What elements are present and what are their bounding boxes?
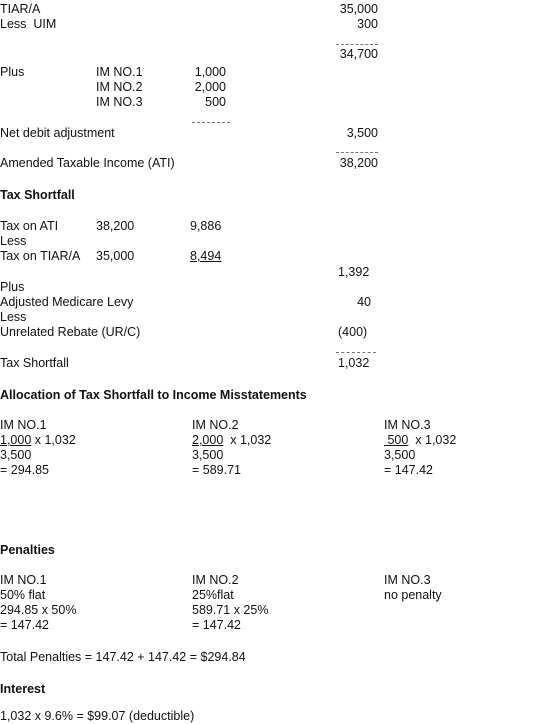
- allocation-formula: [0, 433, 76, 447]
- tiara-value: 35,000: [339, 2, 378, 16]
- ati-value: 38,200: [339, 156, 378, 170]
- allocation-result: = 294.85: [0, 463, 50, 477]
- less-label: Less: [0, 310, 27, 324]
- penalty-title: IM NO.1: [0, 573, 47, 587]
- tiara-label: TIAR/A: [0, 2, 41, 16]
- less-label: Less: [0, 234, 27, 248]
- rebate-label: Unrelated Rebate (UR/C): [0, 325, 141, 339]
- allocation-denominator: 3,500: [384, 448, 416, 462]
- plus-label: Plus: [0, 280, 25, 294]
- allocation-result: = 147.42: [384, 463, 434, 477]
- penalty-title: IM NO.3: [384, 573, 431, 587]
- allocation-factor: x 1,032: [408, 433, 457, 447]
- allocation-numerator: 2,000: [192, 433, 224, 447]
- tax-shortfall-label: Tax Shortfall: [0, 356, 69, 370]
- plus-label: Plus: [0, 65, 25, 79]
- allocation-title: IM NO.3: [384, 418, 431, 432]
- interest-line: 1,032 x 9.6% = $99.07 (deductible): [0, 709, 195, 723]
- net-debit-value: 3,500: [346, 126, 378, 140]
- allocation-denominator: 3,500: [0, 448, 32, 462]
- rebate-value: (400): [338, 325, 368, 339]
- total-penalties: Total Penalties = 147.42 + 147.42 = $294.84: [0, 650, 246, 664]
- allocation-numerator: 1,000: [0, 433, 32, 447]
- allocation-factor: x 1,032: [223, 433, 272, 447]
- ati-label: Amended Taxable Income (ATI): [0, 156, 175, 170]
- tax-on-ati-income: 38,200: [96, 219, 135, 233]
- tax-on-tiara-income: 35,000: [96, 249, 135, 263]
- tax-on-ati-label: Tax on ATI: [0, 219, 59, 233]
- penalty-rate: 50% flat: [0, 588, 46, 602]
- im-adjustment-label: IM NO.3: [96, 95, 143, 109]
- im-adjustment-label: IM NO.1: [96, 65, 143, 79]
- allocation-result: = 589.71: [192, 463, 242, 477]
- less-uim-label: Less UIM: [0, 17, 57, 31]
- im-adjustment-value: 500: [205, 95, 226, 109]
- penalty-rate: no penalty: [384, 588, 442, 602]
- divider-rule: [192, 122, 230, 123]
- tax-shortfall-value: 1,032: [338, 356, 370, 370]
- penalty-calc: 589.71 x 25%: [192, 603, 269, 617]
- allocation-title: IM NO.2: [192, 418, 239, 432]
- allocation-formula: [384, 433, 456, 447]
- penalty-rate: 25%flat: [192, 588, 234, 602]
- penalties-heading: Penalties: [0, 543, 55, 557]
- penalty-title: IM NO.2: [192, 573, 239, 587]
- tax-shortfall-heading: Tax Shortfall: [0, 188, 75, 202]
- penalty-result: = 147.42: [192, 618, 242, 632]
- penalty-result: = 147.42: [0, 618, 50, 632]
- tax-on-ati-tax: 9,886: [190, 219, 222, 233]
- tax-on-tiara-label: Tax on TIAR/A: [0, 249, 81, 263]
- difference-value: 1,392: [338, 265, 370, 279]
- im-adjustment-value: 2,000: [194, 80, 226, 94]
- allocation-title: IM NO.1: [0, 418, 47, 432]
- allocation-denominator: 3,500: [192, 448, 224, 462]
- divider-rule: [336, 44, 378, 45]
- divider-rule: [336, 352, 376, 353]
- divider-rule: [336, 152, 378, 153]
- tax-on-tiara-tax: 8,494: [190, 249, 222, 263]
- allocation-formula: [192, 433, 271, 447]
- subtotal-value: 34,700: [339, 47, 378, 61]
- allocation-factor: x 1,032: [31, 433, 76, 447]
- less-uim-value: 300: [357, 17, 378, 31]
- allocation-heading: Allocation of Tax Shortfall to Income Misstatements: [0, 388, 307, 402]
- net-debit-label: Net debit adjustment: [0, 126, 115, 140]
- im-adjustment-value: 1,000: [194, 65, 226, 79]
- interest-heading: Interest: [0, 682, 46, 696]
- im-adjustment-label: IM NO.2: [96, 80, 143, 94]
- penalty-calc: 294.85 x 50%: [0, 603, 77, 617]
- allocation-numerator: 500: [384, 433, 409, 447]
- medicare-levy-label: Adjusted Medicare Levy: [0, 295, 134, 309]
- medicare-levy-value: 40: [357, 295, 371, 309]
